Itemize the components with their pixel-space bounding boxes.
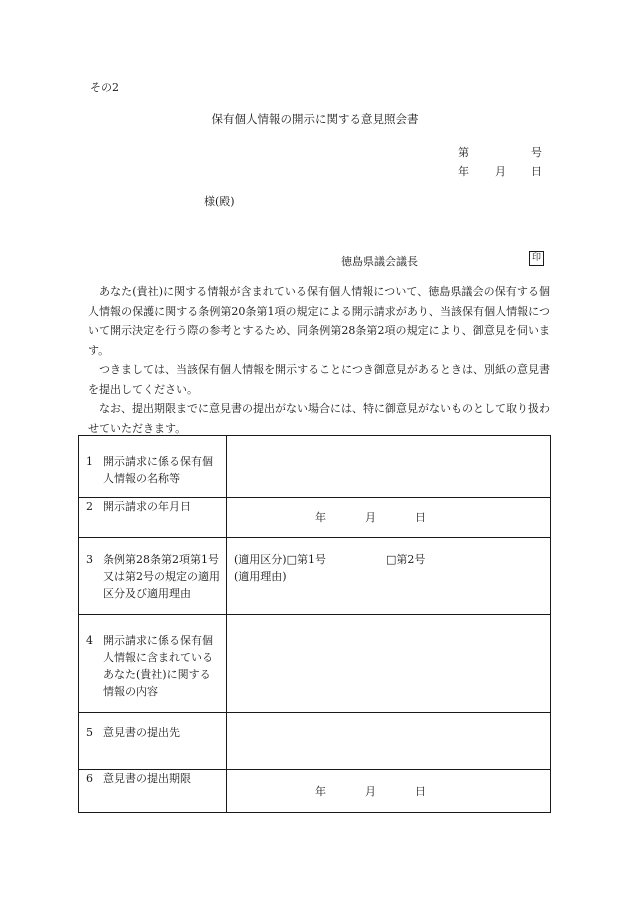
request-info-name-field[interactable] [227,436,551,498]
document-number-suffix: 号 [531,146,542,159]
body-paragraph: つきましては、当該保有個人情報を開示することにつき御意見があるときは、別紙の意見書を提出してください。 [88,363,550,396]
row-label-cell [79,538,227,615]
row-label-cell [79,770,227,813]
row-label-cell [79,615,227,713]
date-month: 月 [365,511,376,524]
row-number: 5 [86,726,93,739]
row-label: 意見書の提出期限 [103,772,191,785]
table-row [79,498,551,538]
category-reason-field[interactable] [227,538,551,615]
body-paragraph: あなた(貴社)に関する情報が含まれている保有個人情報について、徳島県議会の保有する個人情報の保護に関する条例第20条第1項の規定による開示請求があり、当該保有個人情報について開示決定を行う際の参考とするため、同条例第28条第2項の規定により、御意見を伺います。 [88,285,550,357]
date-day: 日 [415,784,426,798]
row-label-cell [79,498,227,538]
body-text [88,282,550,438]
table-row [79,770,551,813]
document-date-year: 年 [458,165,469,178]
document-date-day: 日 [531,165,542,178]
document-number-prefix: 第 [458,146,469,159]
table-row [79,713,551,770]
table-row [79,538,551,615]
row-label: 開示請求に係る保有個人情報の名称等 [103,455,213,485]
document-date-month: 月 [495,165,506,178]
sender: 徳島県議会議長 [341,255,418,268]
category-option-2[interactable]: □第2号 [385,553,426,566]
row-label: 意見書の提出先 [103,726,180,739]
info-table [78,435,551,813]
seal-mark: 印 [529,251,544,266]
document-title: 保有個人情報の開示に関する意見照会書 [211,112,419,126]
row-label: 開示請求の年月日 [103,500,191,513]
date-day: 日 [415,511,426,524]
table-row [79,436,551,498]
request-date-field[interactable] [227,498,551,538]
body-paragraph: なお、提出期限までに意見書の提出がない場合には、特に御意見がないものとして取り扱わせていただきます。 [88,402,550,435]
table-row [79,615,551,713]
category-option-1[interactable]: (適用区分)□第1号 [234,553,326,566]
row-label-cell [79,436,227,498]
info-content-field[interactable] [227,615,551,713]
recipient: 様(殿) [204,195,235,208]
date-year: 年 [315,784,326,798]
row-label: 開示請求に係る保有個人情報に含まれているあなた(貴社)に関する情報の内容 [103,634,213,698]
document-label: その2 [90,81,119,94]
date-month: 月 [365,784,376,798]
row-label: 条例第28条第2項第1号又は第2号の規定の適用区分及び適用理由 [103,553,220,600]
row-number: 4 [86,634,93,647]
row-number: 3 [86,553,93,566]
submission-deadline-field[interactable] [227,770,551,813]
reason-label: (適用理由) [234,570,287,583]
row-number: 2 [86,500,93,513]
row-number: 6 [86,772,93,785]
row-label-cell [79,713,227,770]
date-year: 年 [315,511,326,524]
submission-destination-field[interactable] [227,713,551,770]
row-number: 1 [86,455,93,468]
